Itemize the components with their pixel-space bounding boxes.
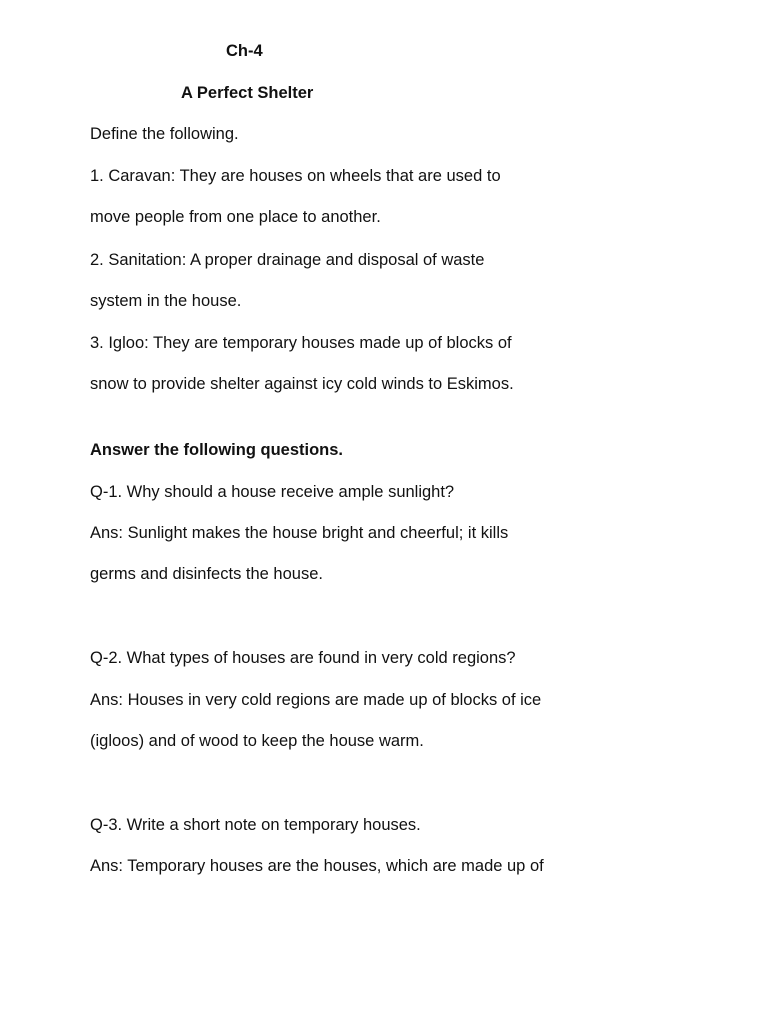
questions-heading: Answer the following questions. [90,441,344,459]
question-text: Q-3. Write a short note on temporary houses. [90,816,421,834]
definition-line: move people from one place to another. [90,208,381,226]
definition-line: 2. Sanitation: A proper drainage and disposal of waste [90,251,485,269]
definition-line: system in the house. [90,292,242,310]
definition-line: snow to provide shelter against icy cold winds to Eskimos. [90,375,514,393]
answer-line: Ans: Temporary houses are the houses, which are made up of [90,857,544,875]
chapter-number: Ch-4 [226,42,263,60]
answer-line: Ans: Sunlight makes the house bright and cheerful; it kills [90,524,509,542]
question-text: Q-1. Why should a house receive ample sunlight? [90,483,455,501]
question-text: Q-2. What types of houses are found in very cold regions? [90,649,516,667]
answer-line: germs and disinfects the house. [90,565,323,583]
chapter-title: A Perfect Shelter [181,84,314,102]
definitions-heading: Define the following. [90,125,239,143]
answer-line: (igloos) and of wood to keep the house warm. [90,732,424,750]
definition-line: 1. Caravan: They are houses on wheels that are used to [90,167,501,185]
definition-line: 3. Igloo: They are temporary houses made up of blocks of [90,334,512,352]
answer-line: Ans: Houses in very cold regions are made up of blocks of ice [90,691,542,709]
